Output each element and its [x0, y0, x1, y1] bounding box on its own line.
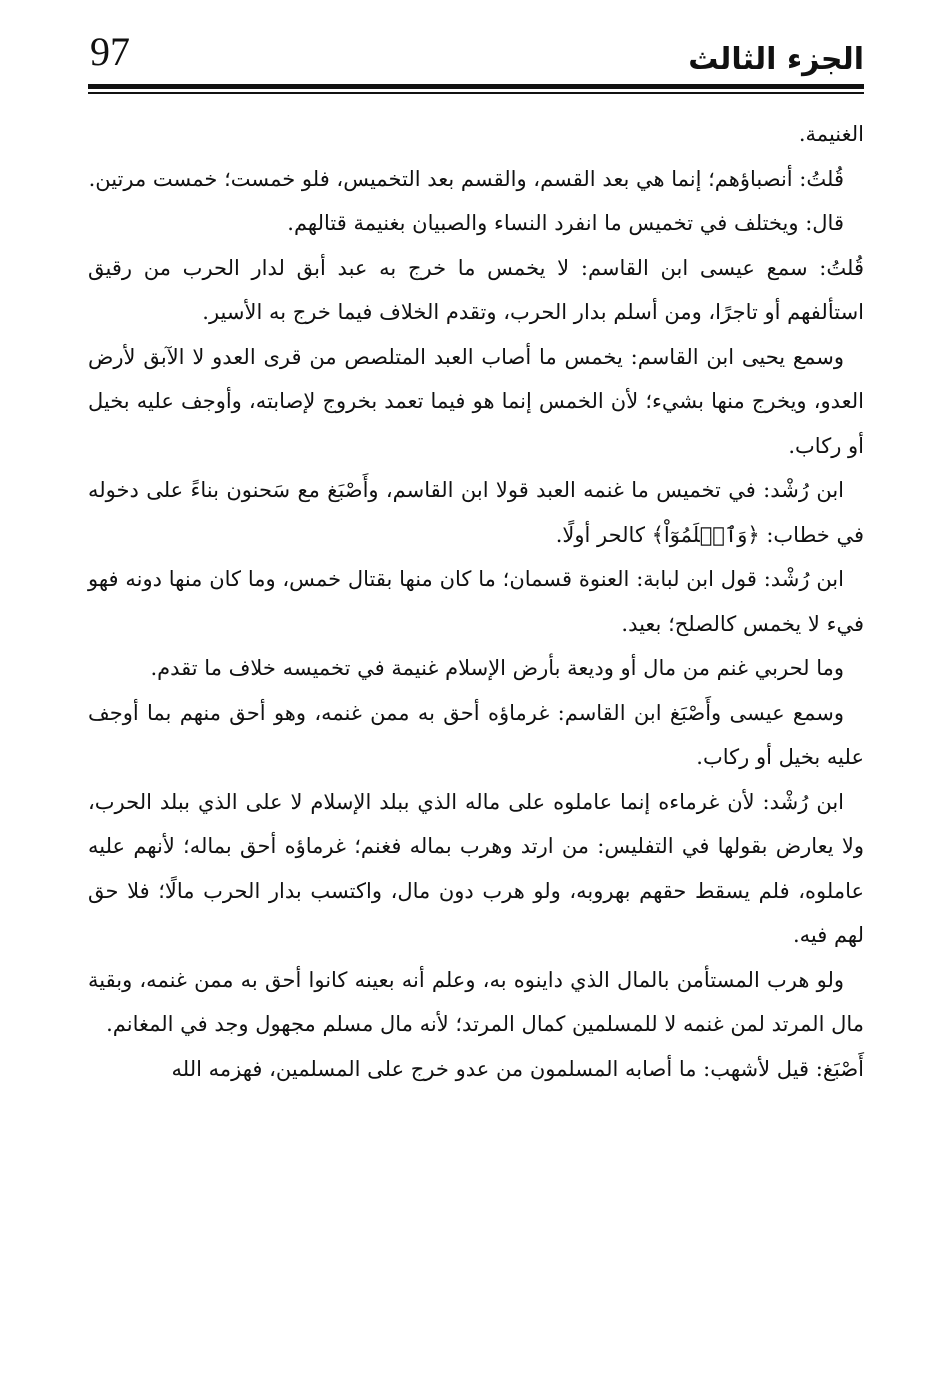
paragraph: ولو هرب المستأمن بالمال الذي داينوه به، وعلم أنه بعينه كانوا أحق به ممن غنمه، وبقية مال المرتد لمن غنمه لا للمسلمين كمال المرتد؛ لأنه مال مسلم مجهول وجد في المغانم. — [88, 967, 864, 1036]
paragraph: وما لحربي غنم من مال أو وديعة بأرض الإسلام غنيمة في تخميسه خلاف ما تقدم. — [150, 656, 844, 680]
body-text — [88, 112, 864, 1091]
paragraph: وسمع يحيى ابن القاسم: يخمس ما أصاب العبد المتلصص من قرى العدو لا الآبق لأرض العدو، ويخرج منها بشيء؛ لأن الخمس إنما هو فيما تعمد بخروج لإصابته، وأوجف عليه بخيل أو ركاب. — [88, 344, 864, 458]
header-rule-thin — [88, 92, 864, 94]
paragraph: ابن رُشْد: في تخميس ما غنمه العبد قولا ابن القاسم، وأَصْبَغ مع سَحنون بناءً على دخوله في خطاب: ﴿وَٱعۡلَمُوٓاْ﴾ كالحر أولًا. — [88, 478, 864, 547]
page-header — [88, 26, 864, 96]
paragraph: قال: ويختلف في تخميس ما انفرد النساء والصبيان بغنيمة قتالهم. — [287, 211, 844, 235]
part-title: الجزء الثالث — [688, 42, 864, 77]
paragraph: وسمع عيسى وأَصْبَغ ابن القاسم: غرماؤه أحق به ممن غنمه، وهو أحق منهم بما أوجف عليه بخيل أو ركاب. — [88, 700, 864, 769]
paragraph: قُلتُ: أنصباؤهم؛ إنما هي بعد القسم، والقسم بعد التخميس، فلو خمست؛ خمست مرتين. — [88, 166, 844, 191]
page-number: 97 — [90, 29, 130, 74]
paragraph: ابن رُشْد: قول ابن لبابة: العنوة قسمان؛ ما كان منها بقتال خمس، وما كان منها دونه فهو فيء لا يخمس كالصلح؛ بعيد. — [88, 567, 864, 636]
paragraph: أَصْبَغ: قيل لأشهب: ما أصابه المسلمون من عدو خرج على المسلمين، فهزمه الله — [171, 1056, 864, 1081]
paragraph: الغنيمة. — [798, 122, 864, 146]
paragraph: ابن رُشْد: لأن غرماءه إنما عاملوه على ماله الذي ببلد الإسلام لا على الذي ببلد الحرب، ولا يعارض بقولها في التفليس: من ارتد وهرب بماله فغنم؛ غرماؤه أحق بماله؛ لأنهم عليه عاملوه، فلم يسقط حقهم بهروبه، ولو هرب دون مال، واكتسب بدار الحرب مالًا؛ فلا حق لهم فيه. — [88, 789, 864, 947]
header-rule-thick — [88, 84, 864, 89]
paragraph: قُلتُ: سمع عيسى ابن القاسم: لا يخمس ما خرج به عبد أبق لدار الحرب من رقيق استألفهم أو تاجرًا، ومن أسلم بدار الحرب، وتقدم الخلاف فيما خرج به الأسير. — [88, 255, 864, 324]
